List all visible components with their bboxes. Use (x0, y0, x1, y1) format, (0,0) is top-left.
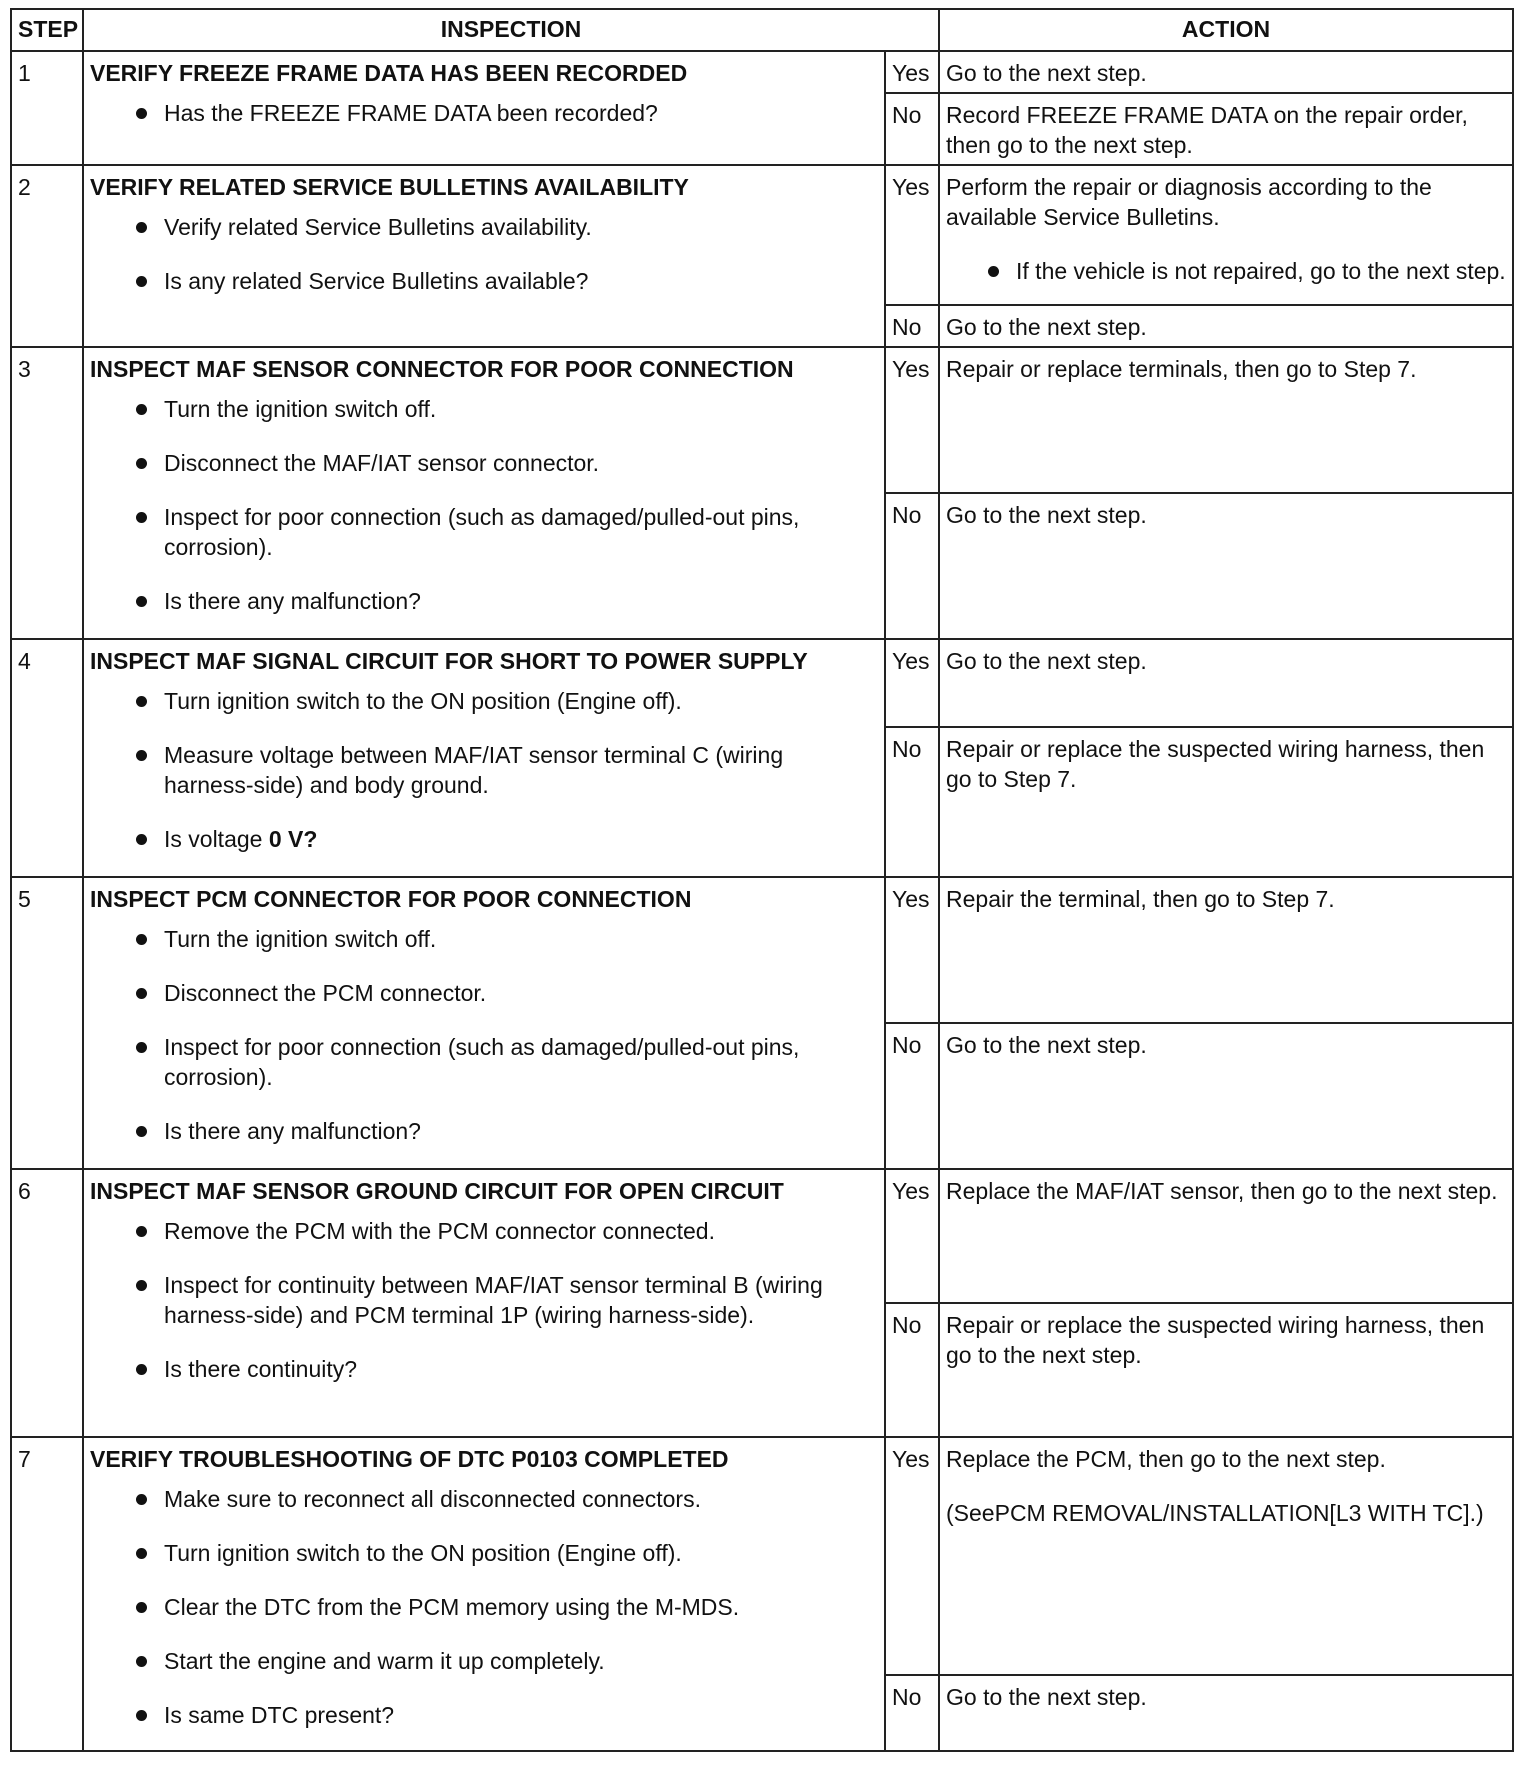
inspection-item: Inspect for continuity between MAF/IAT sensor terminal B (wiring harness-side) and PCM terminal 1P (wiring harness-side). (132, 1270, 878, 1330)
inspection-item: Turn ignition switch to the ON position (Engine off). (132, 1538, 878, 1568)
inspection-item-text: Is voltage (164, 826, 269, 852)
action-yes (939, 51, 1513, 93)
yes-label: Yes (885, 51, 939, 93)
action-text: Repair or replace the suspected wiring harness, then go to Step 7. (946, 736, 1485, 792)
no-label: No (885, 93, 939, 165)
inspection-item: Remove the PCM with the PCM connector connected. (132, 1216, 878, 1246)
inspection-cell (83, 51, 885, 165)
action-text: Go to the next step. (946, 648, 1147, 674)
action-text: Repair or replace terminals, then go to Step 7. (946, 356, 1417, 382)
inspection-item: Is any related Service Bulletins available? (132, 266, 878, 296)
inspection-list (90, 1484, 878, 1730)
action-no (939, 93, 1513, 165)
diagnostic-procedure-table (10, 8, 1514, 1752)
step-row-yes (11, 1437, 1513, 1675)
header-step: STEP (11, 9, 83, 51)
inspection-item (132, 824, 878, 854)
inspection-item: Is there any malfunction? (132, 586, 878, 616)
inspection-title: INSPECT MAF SENSOR CONNECTOR FOR POOR CONNECTION (90, 356, 794, 382)
action-yes (939, 877, 1513, 1023)
inspection-cell (83, 165, 885, 347)
action-text: Record FREEZE FRAME DATA on the repair order, then go to the next step. (946, 102, 1468, 158)
yes-label: Yes (885, 1169, 939, 1303)
action-text: Go to the next step. (946, 1032, 1147, 1058)
action-text: Go to the next step. (946, 502, 1147, 528)
yes-label: Yes (885, 1437, 939, 1675)
action-no (939, 1303, 1513, 1437)
step-row-yes (11, 639, 1513, 727)
step-number: 4 (11, 639, 83, 877)
inspection-item: Is there continuity? (132, 1354, 878, 1384)
inspection-list (90, 686, 878, 854)
yes-label: Yes (885, 877, 939, 1023)
step-row-yes (11, 877, 1513, 1023)
header-inspection: INSPECTION (83, 9, 939, 51)
action-yes (939, 165, 1513, 305)
no-label: No (885, 1303, 939, 1437)
inspection-list (90, 1216, 878, 1384)
action-text: Replace the PCM, then go to the next step. (946, 1446, 1386, 1472)
inspection-title: INSPECT MAF SIGNAL CIRCUIT FOR SHORT TO POWER SUPPLY (90, 648, 808, 674)
action-yes (939, 1169, 1513, 1303)
no-label: No (885, 1023, 939, 1169)
step-number: 1 (11, 51, 83, 165)
step-row-yes (11, 347, 1513, 493)
action-text: Replace the MAF/IAT sensor, then go to the next step. (946, 1178, 1498, 1204)
inspection-item: Is there any malfunction? (132, 1116, 878, 1146)
action-no (939, 727, 1513, 877)
action-list (946, 256, 1506, 286)
action-no (939, 493, 1513, 639)
step-number: 3 (11, 347, 83, 639)
inspection-item: Measure voltage between MAF/IAT sensor terminal C (wiring harness-side) and body ground. (132, 740, 878, 800)
inspection-title: INSPECT PCM CONNECTOR FOR POOR CONNECTION (90, 886, 692, 912)
no-label: No (885, 493, 939, 639)
inspection-item: Has the FREEZE FRAME DATA been recorded? (132, 98, 878, 128)
inspection-item: Disconnect the PCM connector. (132, 978, 878, 1008)
inspection-cell (83, 347, 885, 639)
step-row-yes (11, 51, 1513, 93)
action-text: Repair or replace the suspected wiring harness, then go to the next step. (946, 1312, 1485, 1368)
yes-label: Yes (885, 165, 939, 305)
inspection-list (90, 212, 878, 296)
action-text: Perform the repair or diagnosis according to the available Service Bulletins. (946, 174, 1432, 230)
header-action: ACTION (939, 9, 1513, 51)
no-label: No (885, 727, 939, 877)
inspection-title: VERIFY FREEZE FRAME DATA HAS BEEN RECORDED (90, 60, 688, 86)
action-yes (939, 1437, 1513, 1675)
step-row-yes (11, 165, 1513, 305)
inspection-item: Turn the ignition switch off. (132, 924, 878, 954)
reference-link[interactable]: (SeePCM REMOVAL/INSTALLATION[L3 WITH TC].) (946, 1500, 1484, 1526)
action-text: Go to the next step. (946, 1684, 1147, 1710)
inspection-item: Verify related Service Bulletins availability. (132, 212, 878, 242)
inspection-list (90, 98, 878, 128)
inspection-item: Turn the ignition switch off. (132, 394, 878, 424)
inspection-item: Inspect for poor connection (such as damaged/pulled-out pins, corrosion). (132, 1032, 878, 1092)
no-label: No (885, 1675, 939, 1751)
inspection-item: Is same DTC present? (132, 1700, 878, 1730)
inspection-cell (83, 877, 885, 1169)
inspection-item: Make sure to reconnect all disconnected connectors. (132, 1484, 878, 1514)
inspection-cell (83, 1169, 885, 1437)
action-text: Go to the next step. (946, 314, 1147, 340)
action-no (939, 1675, 1513, 1751)
inspection-list (90, 924, 878, 1146)
action-yes (939, 639, 1513, 727)
action-no (939, 1023, 1513, 1169)
spec-value: 0 V? (268, 826, 318, 852)
action-yes (939, 347, 1513, 493)
inspection-cell (83, 639, 885, 877)
action-no (939, 305, 1513, 347)
step-number: 7 (11, 1437, 83, 1751)
inspection-item: Clear the DTC from the PCM memory using the M-MDS. (132, 1592, 878, 1622)
inspection-title: INSPECT MAF SENSOR GROUND CIRCUIT FOR OPEN CIRCUIT (90, 1178, 784, 1204)
table-header-row (11, 9, 1513, 51)
action-item: If the vehicle is not repaired, go to the next step. (984, 256, 1506, 286)
inspection-cell (83, 1437, 885, 1751)
inspection-list (90, 394, 878, 616)
inspection-title: VERIFY TROUBLESHOOTING OF DTC P0103 COMPLETED (90, 1446, 729, 1472)
step-number: 6 (11, 1169, 83, 1437)
action-text: Go to the next step. (946, 60, 1147, 86)
inspection-title: VERIFY RELATED SERVICE BULLETINS AVAILABILITY (90, 174, 689, 200)
step-number: 5 (11, 877, 83, 1169)
yes-label: Yes (885, 639, 939, 727)
step-number: 2 (11, 165, 83, 347)
yes-label: Yes (885, 347, 939, 493)
inspection-item: Inspect for poor connection (such as damaged/pulled-out pins, corrosion). (132, 502, 878, 562)
no-label: No (885, 305, 939, 347)
inspection-item: Disconnect the MAF/IAT sensor connector. (132, 448, 878, 478)
inspection-item: Turn ignition switch to the ON position (Engine off). (132, 686, 878, 716)
step-row-yes (11, 1169, 1513, 1303)
inspection-item: Start the engine and warm it up completely. (132, 1646, 878, 1676)
action-text: Repair the terminal, then go to Step 7. (946, 886, 1335, 912)
